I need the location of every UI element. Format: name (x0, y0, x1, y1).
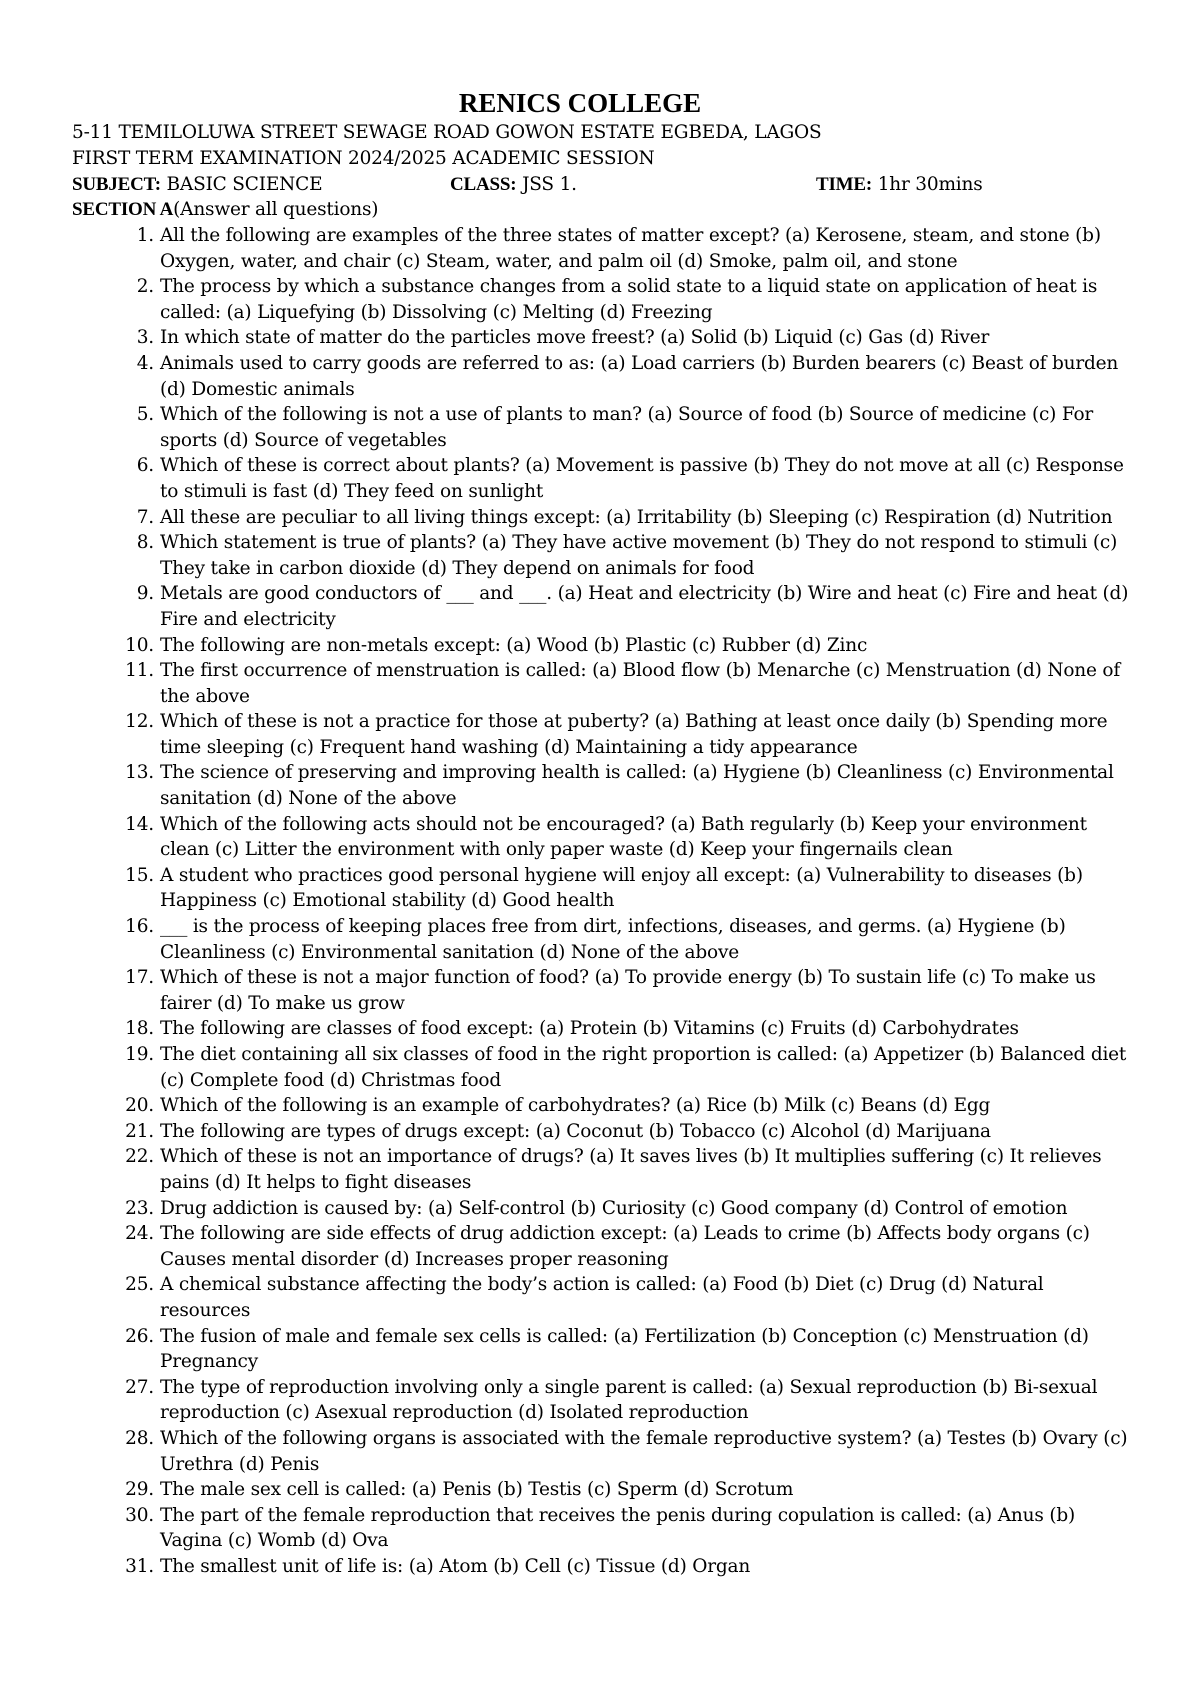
question-text: In which state of matter do the particles move freest? (a) Solid (b) Liquid (c) Gas (d) River (160, 327, 990, 349)
question-item (72, 1016, 1132, 1042)
class-field (450, 172, 577, 198)
question-text: The smallest unit of life is: (a) Atom (b) Cell (c) Tissue (d) Organ (160, 1555, 751, 1577)
question-number: 20. (125, 1095, 154, 1117)
question-text: ___ is the process of keeping places free from dirt, infections, diseases, and germs. (a) Hygiene (b) Cleanliness (c) Environmental sanitation (d) None of the above (160, 916, 1066, 963)
question-item (72, 633, 1132, 659)
question-item (72, 274, 1132, 325)
question-item (72, 1221, 1132, 1272)
question-text: The process by which a substance changes from a solid state to a liquid state on application of heat is called: (a) Liquefying (b) Dissolving (c) Melting (d) Freezing (160, 276, 1098, 323)
question-number: 16. (125, 916, 154, 938)
question-text: Which of these is not a practice for those at puberty? (a) Bathing at least once daily (b) Spending more time sleeping (c) Frequent hand washing (d) Maintaining a tidy appearance (160, 711, 1108, 758)
question-item (72, 1272, 1132, 1323)
question-text: Drug addiction is caused by: (a) Self-control (b) Curiosity (c) Good company (d) Control of emotion (160, 1197, 1068, 1219)
question-text: Which of the following acts should not be encouraged? (a) Bath regularly (b) Keep your environment clean (c) Litter the environment with only paper waste (d) Keep your fingernails clean (160, 813, 1087, 861)
question-number: 1. (136, 225, 154, 246)
question-item (72, 581, 1132, 632)
question-text: Which statement is true of plants? (a) They have active movement (b) They do not respond to stimuli (c) They take in carbon dioxide (d) They depend on animals for food (160, 532, 1118, 579)
question-text: All these are peculiar to all living things except: (a) Irritability (b) Sleeping (c) Respiration (d) Nutrition (160, 506, 1113, 528)
time-field (816, 172, 983, 198)
question-number: 6. (136, 455, 154, 477)
question-number: 23. (125, 1197, 154, 1219)
question-text: The part of the female reproduction that receives the penis during copulation is called: (a) Anus (b) Vagina (c) Womb (d) Ova (160, 1504, 1075, 1552)
question-number: 24. (125, 1223, 154, 1245)
school-name: RENICS COLLEGE (458, 88, 702, 118)
question-item (72, 402, 1132, 453)
subject-value: BASIC SCIENCE (160, 174, 323, 195)
question-number: 10. (125, 634, 154, 656)
question-number: 18. (125, 1018, 154, 1040)
question-text: Which of these is correct about plants? (a) Movement is passive (b) They do not move at all (c) Response to stimuli is fast (d) They feed on sunlight (160, 455, 1124, 502)
class-value: JSS 1. (516, 174, 577, 195)
question-text: Metals are good conductors of ___ and ___. (a) Heat and electricity (b) Wire and heat (c) Fire and heat (d) Fire and electricity (160, 583, 1129, 630)
question-item (72, 325, 1132, 351)
question-item (72, 1144, 1132, 1195)
question-item (72, 709, 1132, 760)
question-text: Animals used to carry goods are referred to as: (a) Load carriers (b) Burden bearers (c) Beast of burden (d) Domestic animals (160, 352, 1119, 400)
question-item (72, 1426, 1132, 1477)
question-number: 14. (125, 813, 154, 835)
question-item (72, 1554, 1132, 1580)
question-number: 8. (136, 532, 154, 554)
question-text: Which of the following organs is associated with the female reproductive system? (a) Testes (b) Ovary (c) Urethra (d) Penis (160, 1427, 1128, 1475)
question-item (72, 1503, 1132, 1554)
question-item (72, 1093, 1132, 1119)
question-text: A student who practices good personal hygiene will enjoy all except: (a) Vulnerability to diseases (b) Happiness (c) Emotional stability (d) Good health (160, 864, 1083, 912)
question-number: 22. (125, 1146, 154, 1168)
question-item (72, 1477, 1132, 1503)
subject-label: SUBJECT: (72, 174, 161, 195)
question-item (72, 1375, 1132, 1426)
question-number: 30. (125, 1504, 154, 1526)
question-text: Which of the following is an example of carbohydrates? (a) Rice (b) Milk (c) Beans (d) Egg (160, 1095, 991, 1117)
question-item (72, 863, 1132, 914)
question-item (72, 453, 1132, 504)
question-number: 29. (125, 1479, 154, 1501)
question-text: All the following are examples of the three states of matter except? (a) Kerosene, steam, and stone (b) Oxygen, water, and chair (c) Steam, water, and palm oil (d) Smoke, palm oil, and stone (160, 225, 1101, 272)
question-item (72, 914, 1132, 965)
question-number: 7. (136, 506, 154, 528)
question-text: The male sex cell is called: (a) Penis (b) Testis (c) Sperm (d) Scrotum (160, 1479, 794, 1501)
question-item (72, 1119, 1132, 1145)
question-text: The type of reproduction involving only a single parent is called: (a) Sexual reproduction (b) Bi-sexual reproduction (c) Asexual reproduction (d) Isolated reproduction (160, 1376, 1098, 1424)
question-number: 3. (136, 327, 154, 349)
question-number: 4. (136, 352, 154, 374)
question-text: The first occurrence of menstruation is called: (a) Blood flow (b) Menarche (c) Menstruation (d) None of the above (160, 660, 1121, 707)
question-text: Which of these is not an importance of drugs? (a) It saves lives (b) It multiplies suffering (c) It relieves pains (d) It helps to fight diseases (160, 1146, 1102, 1193)
question-item (72, 1042, 1132, 1093)
question-text: The diet containing all six classes of food in the right proportion is called: (a) Appetizer (b) Balanced diet (c) Complete food (d) Christmas food (160, 1044, 1127, 1091)
question-text: The following are side effects of drug addiction except: (a) Leads to crime (b) Affects body organs (c) Causes mental disorder (d) Increases proper reasoning (160, 1223, 1090, 1270)
subject-field (72, 172, 322, 198)
question-item (72, 505, 1132, 531)
question-number: 15. (125, 864, 154, 886)
question-number: 11. (125, 660, 154, 682)
question-item (72, 530, 1132, 581)
question-item (72, 965, 1132, 1016)
question-number: 19. (125, 1044, 154, 1065)
question-text: The fusion of male and female sex cells is called: (a) Fertilization (b) Conception (c) Menstruation (d) Pregnancy (160, 1325, 1089, 1373)
question-number: 27. (125, 1376, 154, 1398)
question-item (72, 223, 1132, 274)
section-heading (72, 197, 378, 223)
time-value: 1hr 30mins (872, 174, 983, 195)
question-item (72, 1324, 1132, 1375)
school-address: 5-11 TEMILOLUWA STREET SEWAGE ROAD GOWON ESTATE EGBEDA, LAGOS (72, 122, 822, 143)
question-item (72, 658, 1132, 709)
question-text: The following are types of drugs except: (a) Coconut (b) Tobacco (c) Alcohol (d) Marijuana (160, 1120, 991, 1142)
question-text: Which of the following is not a use of plants to man? (a) Source of food (b) Source of medicine (c) For sports (d) Source of vegetables (160, 404, 1094, 451)
question-text: The following are non-metals except: (a) Wood (b) Plastic (c) Rubber (d) Zinc (160, 634, 868, 656)
question-text: Which of these is not a major function of food? (a) To provide energy (b) To sustain life (c) To make us fairer (d) To make us grow (160, 967, 1096, 1014)
question-item (72, 760, 1132, 811)
question-number: 21. (125, 1120, 154, 1142)
question-item (72, 351, 1132, 402)
question-number: 12. (125, 711, 154, 733)
question-number: 9. (136, 583, 154, 605)
question-text: A chemical substance affecting the body’s action is called: (a) Food (b) Diet (c) Drug (d) Natural resources (160, 1274, 1044, 1321)
question-item (72, 1196, 1132, 1222)
question-number: 5. (136, 404, 154, 426)
question-text: The science of preserving and improving health is called: (a) Hygiene (b) Cleanliness (c) Environmental sanitation (d) None of the above (160, 762, 1114, 810)
question-number: 13. (125, 762, 154, 784)
question-number: 26. (125, 1325, 154, 1347)
exam-title: FIRST TERM EXAMINATION 2024/2025 ACADEMIC SESSION (72, 148, 655, 169)
question-text: The following are classes of food except: (a) Protein (b) Vitamins (c) Fruits (d) Carbohydrates (160, 1018, 1019, 1040)
section-instruction: (Answer all questions) (173, 199, 379, 220)
time-label: TIME: (816, 174, 873, 195)
question-number: 25. (125, 1274, 154, 1296)
question-list (72, 223, 1132, 1579)
question-item (72, 812, 1132, 863)
question-number: 17. (125, 967, 154, 989)
section-label: SECTION A (72, 199, 174, 220)
question-number: 28. (125, 1427, 154, 1449)
question-number: 2. (136, 276, 154, 298)
class-label: CLASS: (450, 174, 517, 195)
question-number: 31. (125, 1555, 154, 1577)
